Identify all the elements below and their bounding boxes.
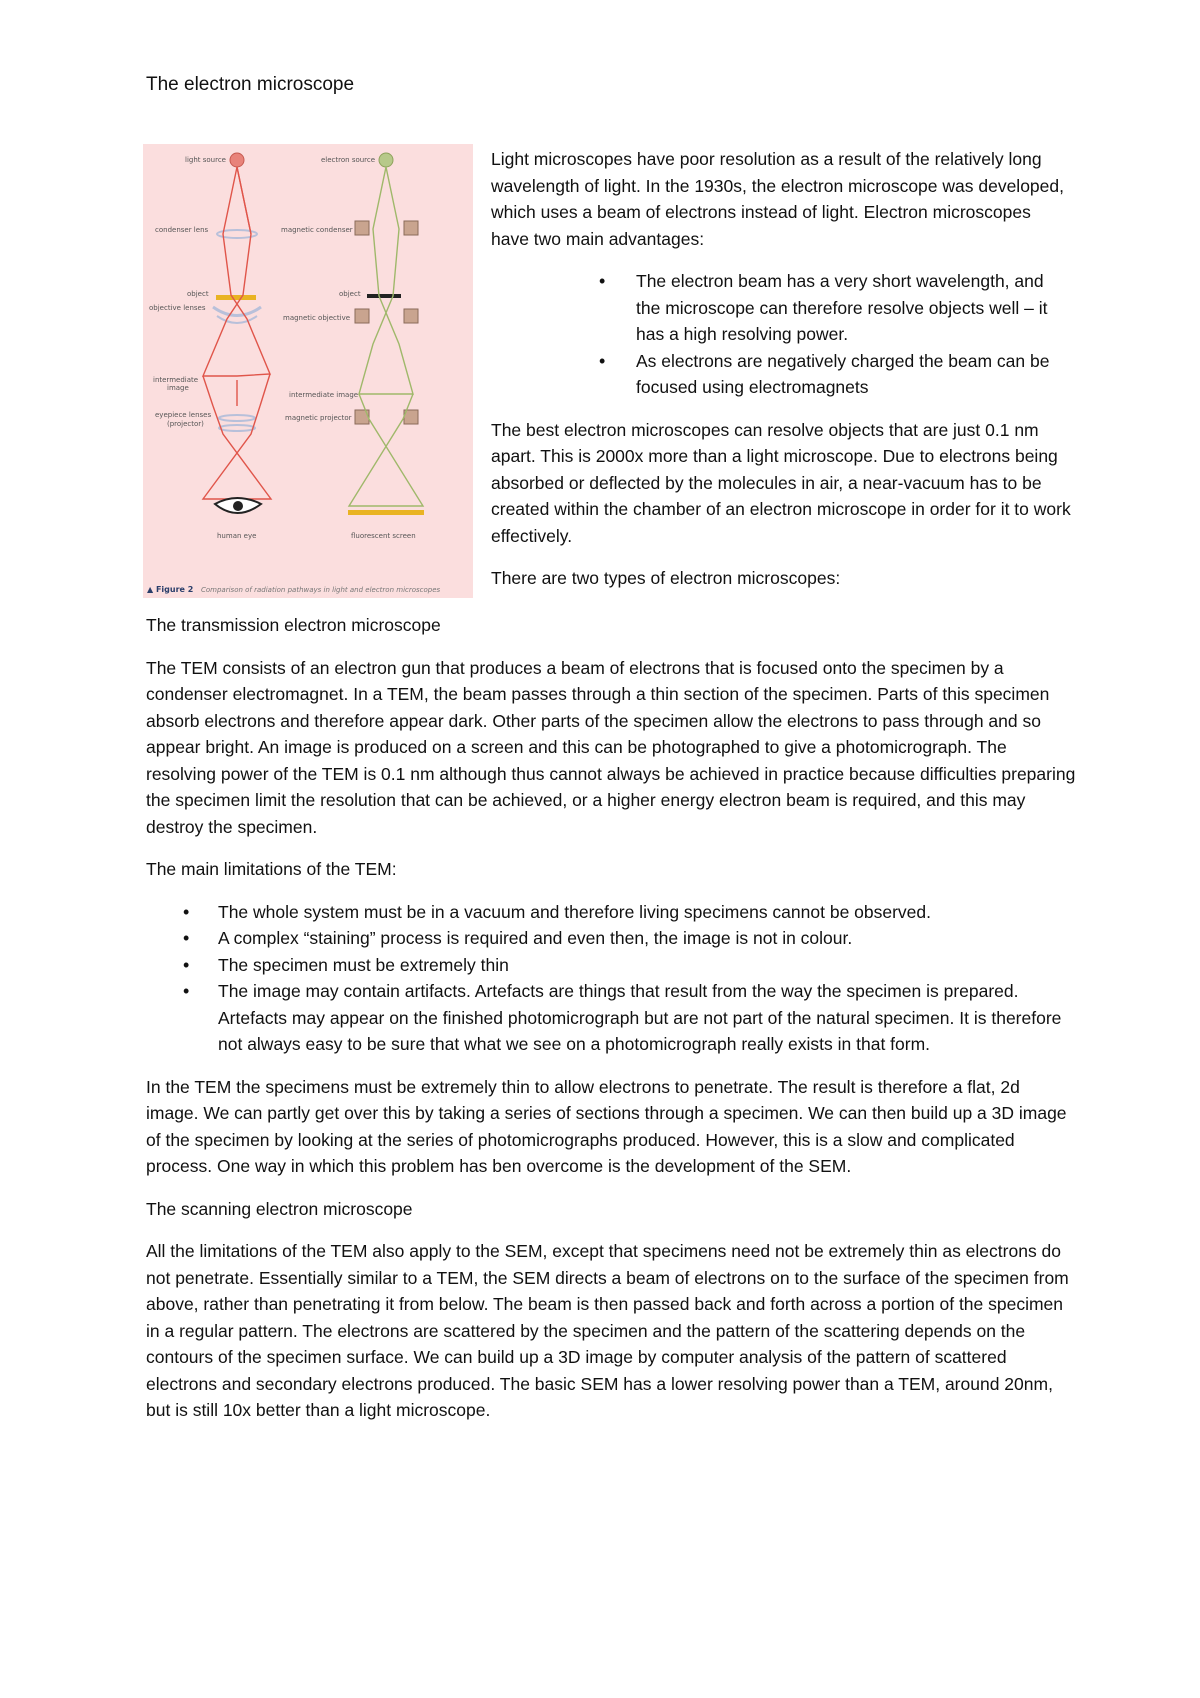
object-bar-left [216,295,256,300]
label-eyepiece-line1: eyepiece lenses [155,411,212,419]
sem-heading: The scanning electron microscope [146,1198,413,1219]
light-rays [203,167,271,499]
advantages-list [491,268,1071,401]
label-object-left: object [187,290,209,298]
intro-paragraph-1: Light microscopes have poor resolution as a result of the relatively long wavelength of light. In the 1930s, the electron microscope was developed, which uses a beam of electrons instead of light. Electron microscopes have two main advantages: [491,149,1064,249]
label-intermediate-image-line2: image [167,384,189,392]
fluorescent-screen-icon [348,510,424,515]
tem-limitations-list [146,899,1076,1058]
intro-paragraph-3: There are two types of electron microscopes: [491,568,841,588]
list-item: • The specimen must be extremely thin [218,952,1076,979]
magnetic-objective-icon [355,309,369,323]
label-human-eye: human eye [217,532,257,540]
label-intermediate-image-right: intermediate image [289,391,359,399]
label-objective-lenses: objective lenses [149,304,206,312]
label-condenser-lens: condenser lens [155,226,209,234]
label-electron-source: electron source [321,156,376,164]
label-magnetic-condenser: magnetic condenser [281,226,353,234]
tem-heading: The transmission electron microscope [146,615,441,635]
object-bar-right [367,294,401,298]
electron-rays [349,167,423,506]
electron-source-icon [379,153,393,167]
intro-section [491,146,1071,608]
list-item: • A complex “staining” process is required and even then, the image is not in colour. [218,925,1076,952]
label-light-source: light source [185,156,226,164]
tem-paragraph-1: The TEM consists of an electron gun that produces a beam of electrons that is focused onto the specimen by a condenser electromagnet. In a TEM, the beam passes through a thin section of the specimen. Parts of this specimen absorb electrons and therefore appear dark. Other parts of the specimen allow the electrons to pass through and so appear bright. An image is produced on a screen and this can be photographed to give a photomicrograph. The resolving power of the TEM is 0.1 nm although thus cannot always be achieved in practice because difficulties preparing the specimen limit the resolution that can be achieved, or a higher energy electron beam is required, and this may destroy the specimen. [146,657,1076,837]
label-intermediate-image-line1: intermediate [153,376,199,384]
objective-lens-icon [213,307,261,316]
tem-paragraph-2: In the TEM the specimens must be extremely thin to allow electrons to penetrate. The result is therefore a flat, 2d image. We can partly get over this by taking a series of sections through a specimen. We can then build up a 3D image of the specimen by looking at the series of photomicrographs produced. However, this is a slow and complicated process. One way in which this problem has ben overcome is the development of the SEM. [146,1076,1067,1176]
main-content [146,612,1076,1440]
label-eyepiece-line2: (projector) [167,420,204,428]
magnetic-condenser-icon [355,221,369,235]
label-magnetic-objective: magnetic objective [283,314,351,322]
figure-caption-label: ▲ Figure 2 [147,585,194,594]
eyepiece-lens-icon [219,415,255,421]
light-microscope-diagram [203,153,271,513]
tem-limitations-heading: The main limitations of the TEM: [146,859,397,879]
list-item: • The electron beam has a very short wavelength, and the microscope can therefore resolve objects well – it has a high resolving power. [636,268,1071,348]
list-item: • As electrons are negatively charged the beam can be focused using electromagnets [636,348,1071,401]
light-source-icon [230,153,244,167]
microscope-comparison-figure [143,144,473,598]
electron-microscope-diagram [348,153,424,515]
sem-paragraph-1: All the limitations of the TEM also apply to the SEM, except that specimens need not be extremely thin as electrons do not penetrate. Essentially similar to a TEM, the SEM directs a beam of electrons on to the surface of the specimen from above, rather than penetrating it from below. The beam is then passed back and forth across a portion of the specimen in a regular pattern. The electrons are scattered by the specimen and the pattern of the scattering depends on the contours of the specimen surface. We can build up a 3D image by computer analysis of the pattern of scattered electrons and secondary electrons produced. The basic SEM has a lower resolving power than a TEM, around 20nm, but is still 10x better than a light microscope. [146,1241,1069,1420]
figure-diagram [143,144,473,598]
intro-paragraph-2: The best electron microscopes can resolve objects that are just 0.1 nm apart. This is 2000x more than a light microscope. Due to electrons being absorbed or deflected by the molecules in air, a near-vacuum has to be created within the chamber of an electron microscope in order for it to work effectively. [491,419,1071,546]
label-object-right: object [339,290,361,298]
list-item: • The whole system must be in a vacuum and therefore living specimens cannot be observed. [218,899,1076,926]
label-fluorescent-screen: fluorescent screen [351,532,416,540]
page-title: The electron microscope [146,74,355,95]
figure-caption-text: Comparison of radiation pathways in light and electron microscopes [201,586,441,594]
label-magnetic-projector: magnetic projector [285,414,352,422]
list-item: • The image may contain artifacts. Artefacts are things that result from the way the specimen is prepared. Artefacts may appear on the finished photomicrograph but are not part of the natural specimen. It is therefore not always easy to be sure that what we see on a photomicrograph really exists in that form. [218,978,1076,1058]
